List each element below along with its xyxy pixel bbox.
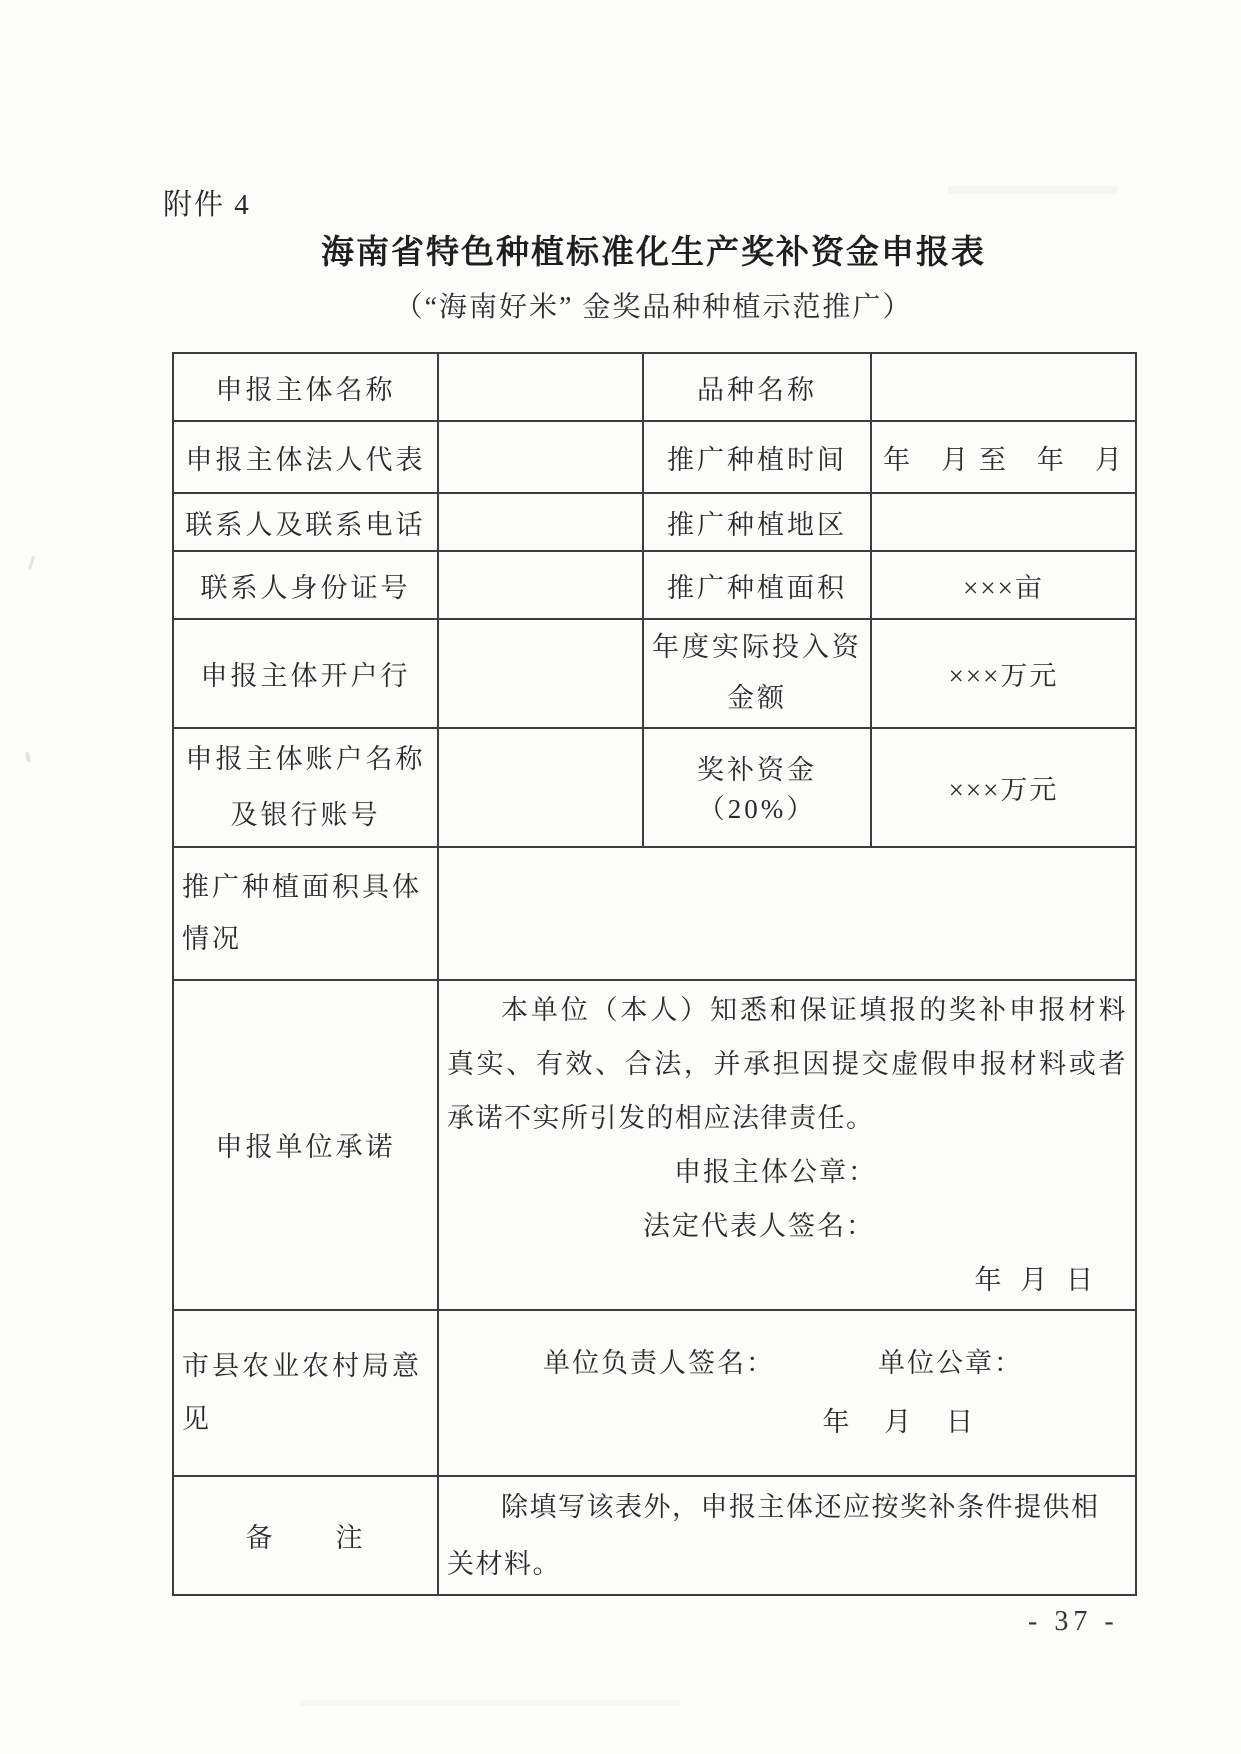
field-label-planting-region: 推广种植地区 bbox=[643, 493, 871, 551]
table-row bbox=[173, 728, 1136, 847]
field-value-planting-time: 年 月 至 年 月 bbox=[871, 421, 1136, 493]
page-number: - 37 - bbox=[1028, 1606, 1119, 1637]
scan-artifact bbox=[300, 1700, 680, 1706]
bureau-responsible-sign: 单位负责人签名： bbox=[543, 1347, 775, 1378]
table-row bbox=[173, 551, 1136, 619]
attachment-label: 附件 4 bbox=[163, 189, 251, 221]
field-value-legal-rep bbox=[438, 421, 643, 493]
field-value-applicant-name bbox=[438, 353, 643, 421]
scan-artifact bbox=[25, 752, 31, 763]
field-label-applicant-name: 申报主体名称 bbox=[173, 353, 438, 421]
field-value-planting-region bbox=[871, 493, 1136, 551]
commitment-cell bbox=[438, 980, 1136, 1310]
title-block bbox=[172, 226, 1135, 325]
page-subtitle: （“海南好米” 金奖品种种植示范推广） bbox=[394, 292, 913, 323]
remark-cell bbox=[438, 1476, 1136, 1595]
field-label-commitment: 申报单位承诺 bbox=[173, 980, 438, 1310]
field-label-planting-time: 推广种植时间 bbox=[643, 421, 871, 493]
application-form-table bbox=[172, 352, 1137, 1596]
table-row bbox=[173, 1476, 1136, 1595]
field-label-bank: 申报主体开户行 bbox=[173, 619, 438, 728]
bureau-opinion-cell bbox=[438, 1310, 1136, 1476]
bureau-signature-row bbox=[447, 1338, 1127, 1389]
page-title: 海南省特色种植标准化生产奖补资金申报表 bbox=[321, 235, 986, 271]
table-row bbox=[173, 493, 1136, 551]
scan-artifact bbox=[28, 556, 35, 570]
field-label-account: 申报主体账户名称及银行账号 bbox=[173, 728, 438, 847]
table-row bbox=[173, 980, 1136, 1310]
field-label-contact-id: 联系人身份证号 bbox=[173, 551, 438, 619]
field-value-contact-id bbox=[438, 551, 643, 619]
field-label-bureau-opinion: 市县农业农村局意见 bbox=[173, 1310, 438, 1476]
field-label-planting-area: 推广种植面积 bbox=[643, 551, 871, 619]
field-label-contact: 联系人及联系电话 bbox=[173, 493, 438, 551]
field-label-variety-name: 品种名称 bbox=[643, 353, 871, 421]
field-value-variety-name bbox=[871, 353, 1136, 421]
table-row bbox=[173, 1310, 1136, 1476]
field-label-legal-rep: 申报主体法人代表 bbox=[173, 421, 438, 493]
commitment-date-line: 年 月 日 bbox=[974, 1264, 1099, 1295]
scan-artifact bbox=[948, 186, 1118, 194]
table-row bbox=[173, 353, 1136, 421]
field-label-remark: 备 注 bbox=[173, 1476, 438, 1595]
field-value-annual-investment: ×××万元 bbox=[871, 619, 1136, 728]
table-row bbox=[173, 847, 1136, 980]
table-row bbox=[173, 619, 1136, 728]
bureau-seal: 单位公章： bbox=[878, 1347, 1023, 1378]
table-row bbox=[173, 421, 1136, 493]
field-value-bank bbox=[438, 619, 643, 728]
field-label-subsidy: 奖补资金（20%） bbox=[643, 728, 871, 847]
remark-text: 除填写该表外，申报主体还应按奖补条件提供相关材料。 bbox=[447, 1491, 1100, 1579]
field-value-contact bbox=[438, 493, 643, 551]
field-label-annual-investment: 年度实际投入资金额 bbox=[643, 619, 871, 728]
commitment-seal-line: 申报主体公章： bbox=[674, 1156, 877, 1187]
bureau-date-line: 年 月 日 bbox=[822, 1406, 987, 1437]
field-value-planting-area: ×××亩 bbox=[871, 551, 1136, 619]
field-value-account bbox=[438, 728, 643, 847]
commitment-text: 本单位（本人）知悉和保证填报的奖补申报材料真实、有效、合法，并承担因提交虚假申报材料或者承诺不实所引发的相应法律责任。 bbox=[447, 994, 1127, 1133]
commitment-signature-line: 法定代表人签名： bbox=[643, 1210, 875, 1241]
field-value-area-detail bbox=[438, 847, 1136, 980]
field-value-subsidy: ×××万元 bbox=[871, 728, 1136, 847]
field-label-area-detail: 推广种植面积具体情况 bbox=[173, 847, 438, 980]
